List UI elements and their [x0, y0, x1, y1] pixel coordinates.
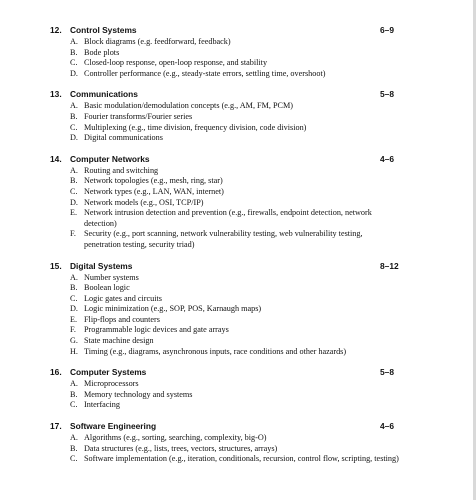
question-range: 5–8 [380, 367, 394, 378]
item-text: Controller performance (e.g., steady-state errors, settling time, overshoot) [84, 68, 326, 78]
item-letter: B. [70, 111, 78, 121]
list-item [50, 123, 400, 134]
list-item [50, 273, 400, 284]
item-text: Interfacing [84, 400, 120, 410]
section-computer-networks [50, 153, 400, 251]
list-item [50, 229, 400, 250]
section-header [50, 260, 400, 272]
item-text: Network intrusion detection and prevention (e.g., firewalls, endpoint detection, network detection) [84, 208, 372, 228]
section-number: 13. [50, 89, 62, 100]
item-text: Basic modulation/demodulation concepts (e.g., AM, FM, PCM) [84, 101, 293, 111]
section-title: Computer Networks [70, 153, 150, 164]
section-title: Digital Systems [70, 260, 133, 271]
list-item [50, 112, 400, 123]
item-letter: D. [70, 68, 78, 78]
item-letter: D. [70, 133, 78, 143]
item-text: Microprocessors [84, 379, 139, 389]
item-text: Flip-flops and counters [84, 314, 160, 324]
list-item [50, 101, 400, 112]
question-range: 6–9 [380, 25, 394, 35]
list-item [50, 304, 400, 315]
section-header [50, 24, 400, 36]
list-item [50, 444, 400, 455]
item-letter: E. [70, 208, 78, 218]
item-letter: A. [70, 165, 78, 175]
list-item [50, 283, 400, 294]
item-letter: B. [70, 47, 78, 57]
item-text: Network models (e.g., OSI, TCP/IP) [84, 197, 204, 207]
item-text: Logic minimization (e.g., SOP, POS, Karnaugh maps) [84, 304, 262, 314]
item-letter: C. [70, 454, 78, 464]
item-letter: A. [70, 379, 78, 389]
item-letter: D. [70, 197, 78, 207]
item-letter: A. [70, 272, 78, 282]
item-letter: B. [70, 283, 78, 293]
list-item [50, 454, 400, 465]
item-letter: B. [70, 443, 78, 453]
item-text: Fourier transforms/Fourier series [84, 111, 193, 121]
list-item [50, 69, 400, 80]
question-range: 4–6 [380, 421, 394, 432]
item-letter: F. [70, 229, 76, 239]
item-letter: F. [70, 325, 76, 335]
list-item [50, 48, 400, 59]
list-item [50, 133, 400, 144]
section-control-systems [50, 24, 400, 79]
item-letter: C. [70, 400, 78, 410]
item-text: Bode plots [84, 47, 120, 57]
item-text: Network topologies (e.g., mesh, ring, star) [84, 176, 223, 186]
item-text: Memory technology and systems [84, 389, 193, 399]
list-item [50, 176, 400, 187]
section-title: Communications [70, 89, 138, 100]
question-range: 4–6 [380, 153, 394, 164]
item-letter: B. [70, 389, 78, 399]
section-number: 12. [50, 25, 62, 35]
item-text: Block diagrams (e.g. feedforward, feedback) [84, 37, 231, 46]
item-letter: A. [70, 433, 78, 443]
item-letter: C. [70, 58, 78, 68]
item-text: Programmable logic devices and gate arrays [84, 325, 229, 335]
list-item [50, 347, 400, 358]
item-text: Number systems [84, 272, 139, 282]
item-text: Digital communications [84, 133, 163, 143]
item-text: Software implementation (e.g., iteration, conditionals, recursion, control flow, scripting, testing) [84, 454, 399, 464]
section-title: Software Engineering [70, 421, 157, 432]
section-computer-systems [50, 366, 400, 411]
list-item [50, 315, 400, 326]
list-item [50, 187, 400, 198]
section-header [50, 366, 400, 378]
item-letter: H. [70, 346, 78, 356]
item-text: Logic gates and circuits [84, 293, 162, 303]
section-title: Control Systems [70, 25, 137, 35]
section-title: Computer Systems [70, 367, 147, 378]
item-text: State machine design [84, 336, 154, 346]
section-number: 15. [50, 260, 62, 271]
section-software-engineering [50, 420, 400, 465]
item-letter: G. [70, 336, 78, 346]
item-letter: A. [70, 101, 78, 111]
item-text: Closed-loop response, open-loop response, and stability [84, 58, 268, 68]
section-communications [50, 88, 400, 143]
question-range: 5–8 [380, 89, 394, 100]
section-number: 17. [50, 421, 62, 432]
item-letter: C. [70, 186, 78, 196]
list-item [50, 336, 400, 347]
section-header [50, 153, 400, 165]
item-text: Routing and switching [84, 165, 159, 175]
section-number: 16. [50, 367, 62, 378]
list-item [50, 37, 400, 48]
section-number: 14. [50, 153, 62, 164]
list-item [50, 325, 400, 336]
list-item [50, 400, 400, 411]
item-letter: D. [70, 304, 78, 314]
list-item [50, 198, 400, 209]
item-letter: C. [70, 293, 78, 303]
item-letter: E. [70, 314, 78, 324]
topic-outline [50, 24, 400, 474]
list-item [50, 379, 400, 390]
item-letter: B. [70, 176, 78, 186]
item-text: Security (e.g., port scanning, network vulnerability testing, web vulnerability testing, penetration testing, security triad) [84, 229, 363, 249]
item-text: Network types (e.g., LAN, WAN, internet) [84, 186, 224, 196]
question-range: 8–12 [380, 260, 399, 271]
item-letter: A. [70, 37, 78, 46]
section-header [50, 88, 400, 100]
section-digital-systems [50, 260, 400, 358]
item-text: Multiplexing (e.g., time division, frequency division, code division) [84, 122, 307, 132]
item-text: Algorithms (e.g., sorting, searching, complexity, big-O) [84, 433, 267, 443]
list-item [50, 294, 400, 305]
list-item [50, 166, 400, 177]
item-text: Boolean logic [84, 283, 130, 293]
list-item [50, 208, 400, 229]
item-text: Timing (e.g., diagrams, asynchronous inputs, race conditions and other hazards) [84, 346, 347, 356]
item-text: Data structures (e.g., lists, trees, vectors, structures, arrays) [84, 443, 278, 453]
list-item [50, 390, 400, 401]
list-item [50, 58, 400, 69]
list-item [50, 433, 400, 444]
item-letter: C. [70, 122, 78, 132]
section-header [50, 420, 400, 432]
